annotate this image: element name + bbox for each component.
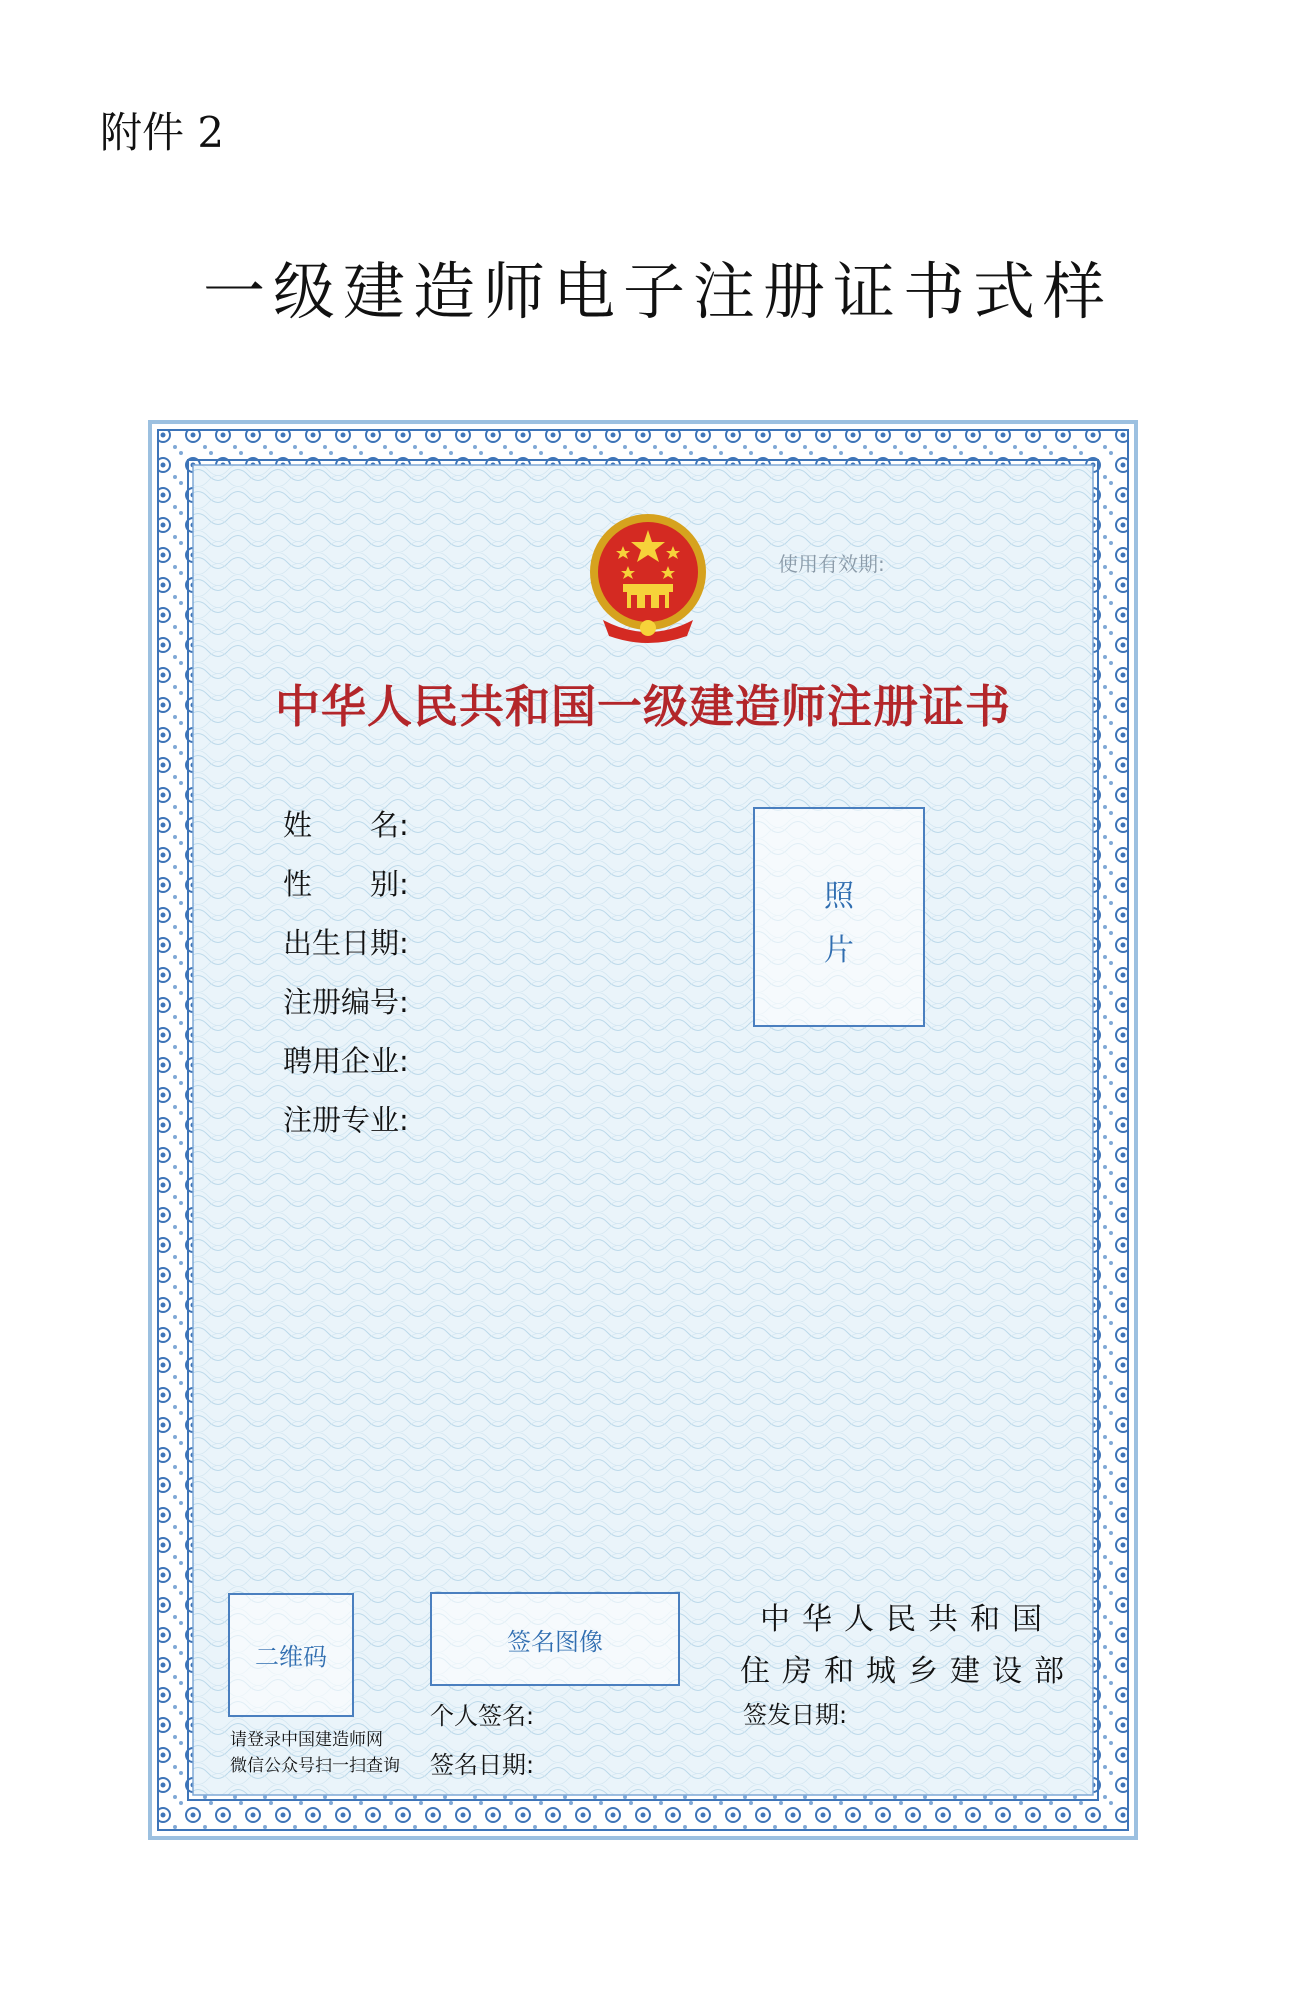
issue-date-label: 签发日期: (743, 1701, 848, 1729)
validity-label: 使用有效期: (778, 552, 885, 576)
field-specialty: 注册专业: (283, 1103, 409, 1137)
signature-image-label: 签名图像 (507, 1628, 603, 1656)
qr-code-label: 二维码 (255, 1643, 327, 1671)
photo-placeholder (753, 807, 925, 1027)
issuer-line1: 中华人民共和国 (760, 1602, 1054, 1637)
document-title: 一级建造师电子注册证书式样 (202, 255, 1113, 328)
field-gender: 性 别: (283, 867, 409, 901)
photo-label-2: 片 (824, 933, 854, 968)
attachment-label: 附件 2 (100, 108, 225, 157)
qr-code-placeholder (228, 1593, 354, 1717)
certificate-title: 中华人民共和国一级建造师注册证书 (274, 680, 1011, 733)
personal-signature-label: 个人签名: (430, 1702, 535, 1730)
qr-hint-line1: 请登录中国建造师网 (230, 1730, 383, 1750)
field-name: 姓 名: (283, 808, 409, 842)
field-registration-number: 注册编号: (283, 985, 409, 1019)
field-employer: 聘用企业: (283, 1044, 409, 1078)
certificate (148, 420, 1138, 1840)
field-birth-date: 出生日期: (283, 926, 409, 960)
signature-date-label: 签名日期: (430, 1751, 535, 1779)
signature-image-placeholder (430, 1592, 680, 1686)
photo-label-1: 照 (824, 879, 854, 914)
national-emblem-icon (583, 510, 713, 646)
issuer-line2: 住房和城乡建设部 (740, 1654, 1076, 1689)
qr-hint-line2: 微信公众号扫一扫查询 (230, 1756, 400, 1776)
